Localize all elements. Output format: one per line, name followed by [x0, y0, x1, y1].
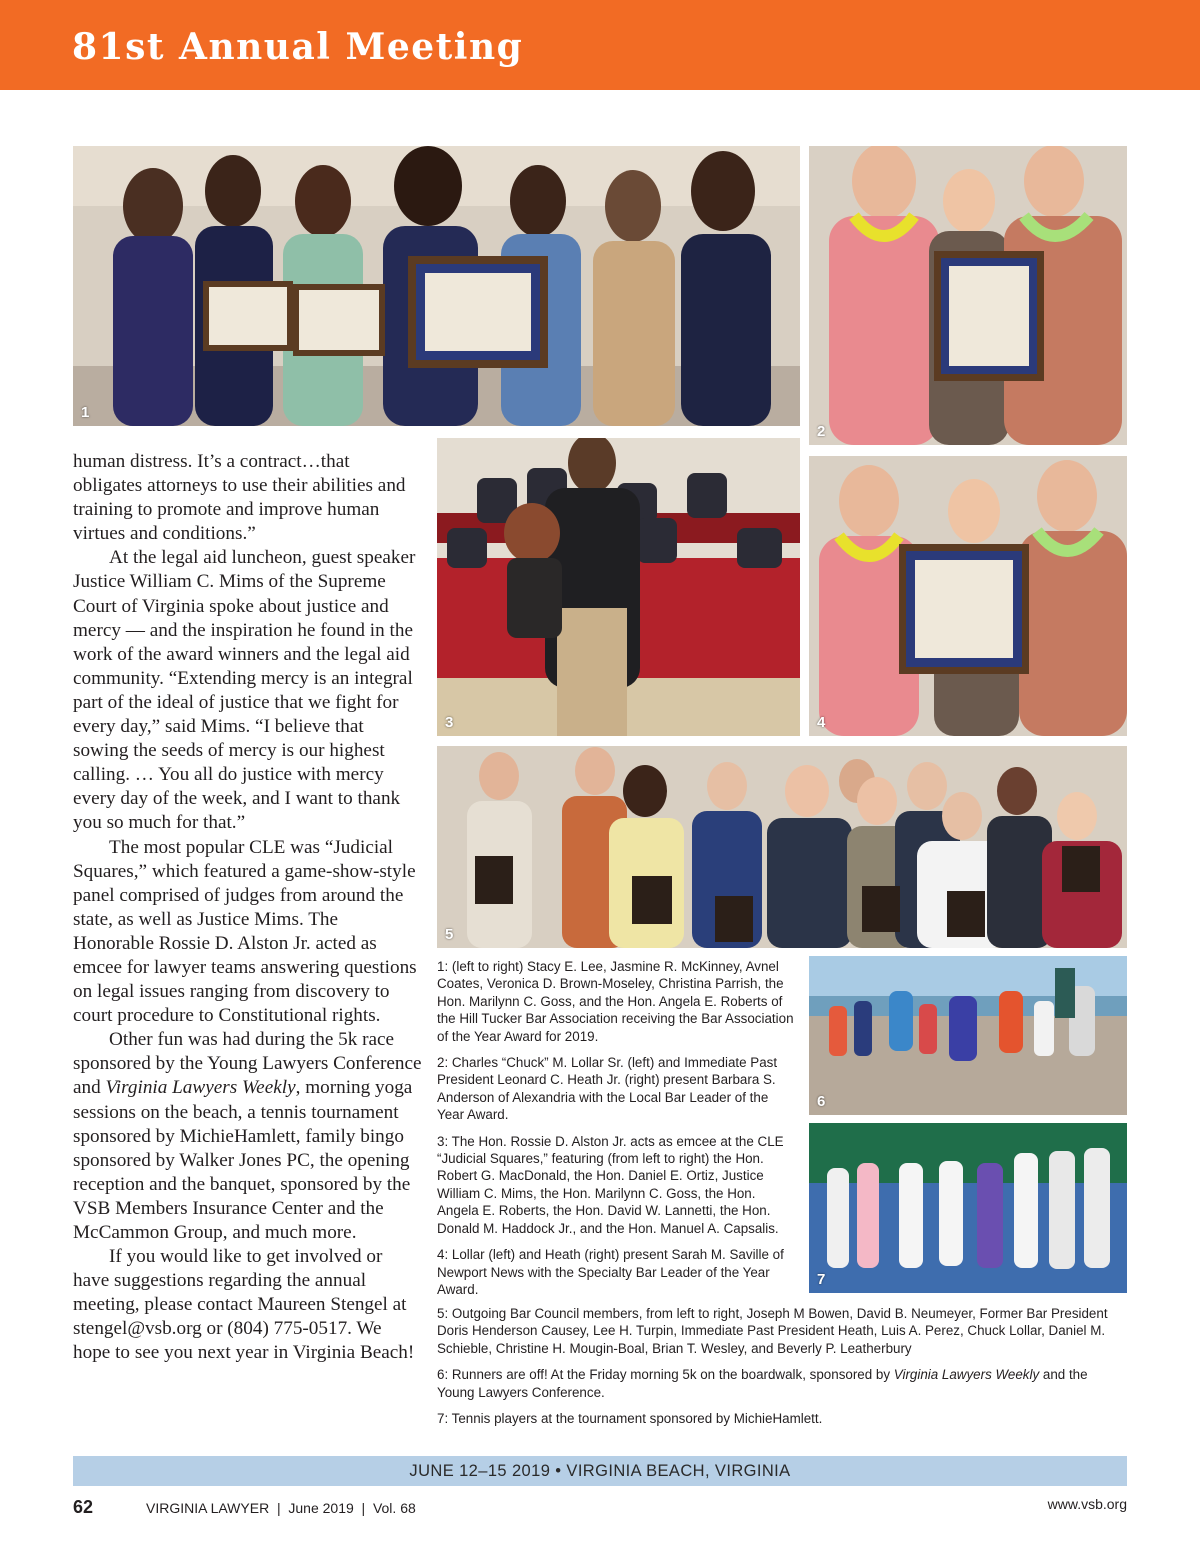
caption-1: 1: (left to right) Stacy E. Lee, Jasmine R. McKinney, Avnel Coates, Veronica D. Brown-Moseley, Christina Parrish, the Hon. Marilynn C. Goss, and the Hon. Angela E. Roberts of the Hill Tucker Bar Association receiving the Bar Association of the Year Award for 2019. — [437, 959, 794, 1044]
event-dates-location: JUNE 12–15 2019 • VIRGINIA BEACH, VIRGINIA — [409, 1462, 791, 1480]
event-banner — [73, 1456, 1127, 1486]
body-paragraph: If you would like to get involved or have suggestions regarding the annual meeting, please contact Maureen Stengel at stengel@vsb.org or (804) 775-0517. We hope to see you next year in Virginia Beach! — [73, 1246, 415, 1364]
caption-3: 3: The Hon. Rossie D. Alston Jr. acts as emcee at the CLE “Judicial Squares,” featuring (from left to right) the Hon. Robert G. MacDonald, the Hon. Daniel E. Ortiz, Justice William C. Mims, the Hon. Marilynn C. Goss, the Hon. Angela E. Roberts, the Hon. David W. Lannetti, the Hon. Donald M. Haddock Jr., and the Hon. Manuel A. Capsalis. — [437, 1133, 784, 1236]
photo-number: 7 — [817, 1271, 826, 1288]
caption-4: 4: Lollar (left) and Heath (right) present Sarah M. Saville of Newport News with the Specialty Bar Leader of the Year Award. — [437, 1247, 784, 1297]
cle-panel-photo-icon — [437, 438, 800, 736]
publication-name: Virginia Lawyers Weekly — [105, 1077, 296, 1099]
photo-4 — [809, 456, 1127, 736]
body-paragraph — [73, 1028, 423, 1245]
photo-number: 4 — [817, 714, 826, 731]
photo-6 — [809, 956, 1127, 1115]
publication-name: Virginia Lawyers Weekly — [893, 1367, 1040, 1383]
group-photo-award-recipients-icon — [73, 146, 800, 426]
caption-2: 2: Charles “Chuck” M. Lollar Sr. (left) and Immediate Past President Leonard C. Heath Jr. (right) present Barbara S. Anderson of Alexandria with the Local Bar Leader of the Year Award. — [437, 1055, 778, 1123]
photo-captions-wide — [437, 1305, 1127, 1436]
tennis-players-photo-icon — [809, 1123, 1127, 1293]
publication-info: VIRGINIA LAWYER | June 2019 | Vol. 68 — [146, 1500, 416, 1516]
caption-text: and the Young Lawyers Conference. — [437, 1367, 1088, 1400]
photo-number: 1 — [81, 404, 90, 421]
photo-number: 3 — [445, 714, 454, 731]
body-text: Other fun was had during the 5k race sponsored by the Young Lawyers Conference and — [73, 1029, 422, 1099]
caption-text: 6: Runners are off! At the Friday morning 5k on the boardwalk, sponsored by — [437, 1367, 894, 1383]
body-paragraph: The most popular CLE was “Judicial Squares,” which featured a game-show-style panel comprised of judges from around the state, as well as Justice Mims. The Honorable Rossie D. Alston Jr. acted as emcee for lawyer teams answering questions on legal issues ranging from discovery to court procedure to Constitutional rights. — [73, 836, 417, 1027]
body-paragraph: human distress. It’s a contract…that obligates attorneys to use their abilities and training to promote and improve human virtues and conditions.” — [73, 451, 406, 545]
body-paragraph: At the legal aid luncheon, guest speaker Justice William C. Mims of the Supreme Court of Virginia spoke about justice and mercy — and the inspiration he found in the work of the award winners and the legal aid community. “Extending mercy is an integral part of the ideal of justice that we fight for every day,” said Mims. “I believe that sowing the seeds of mercy is our highest calling. … You all do justice with mercy every day of the week, and I want to thank you so much for that.” — [73, 547, 416, 834]
photo-captions — [437, 958, 795, 1307]
photo-2 — [809, 146, 1127, 445]
photo-number: 5 — [445, 926, 454, 943]
photo-3 — [437, 438, 800, 736]
website-url: www.vsb.org — [1047, 1496, 1127, 1512]
article-body — [73, 450, 423, 1366]
photo-number: 2 — [817, 423, 826, 440]
page-number: 62 — [73, 1497, 94, 1517]
award-presentation-photo-icon — [809, 456, 1127, 736]
photo-1 — [73, 146, 800, 426]
award-presentation-photo-icon — [809, 146, 1127, 445]
caption-5: 5: Outgoing Bar Council members, from left to right, Joseph M Bowen, David B. Neumeyer, Former Bar President Doris Henderson Causey, Lee H. Turpin, Immediate Past President Heath, Luis A. Perez, Chuck Lollar, Daniel M. Schieble, Christine H. Mougin-Boal, Brian T. Wesley, and Beverly P. Leatherbury — [437, 1306, 1108, 1356]
page-title: 81st Annual Meeting — [72, 26, 524, 68]
caption-6 — [437, 1366, 1127, 1401]
photo-number: 6 — [817, 1093, 826, 1110]
header-bar — [0, 0, 1200, 90]
runners-photo-icon — [809, 956, 1127, 1115]
bar-council-group-photo-icon — [437, 746, 1127, 948]
caption-7: 7: Tennis players at the tournament sponsored by MichieHamlett. — [437, 1411, 823, 1427]
body-text: , morning yoga sessions on the beach, a tennis tournament sponsored by MichieHamlett, family bingo sponsored by Walker Jones PC, the opening reception and the banquet, sponsored by the VSB Members Insurance Center and the McCammon Group, and much more. — [73, 1077, 413, 1243]
photo-5 — [437, 746, 1127, 948]
photo-7 — [809, 1123, 1127, 1293]
